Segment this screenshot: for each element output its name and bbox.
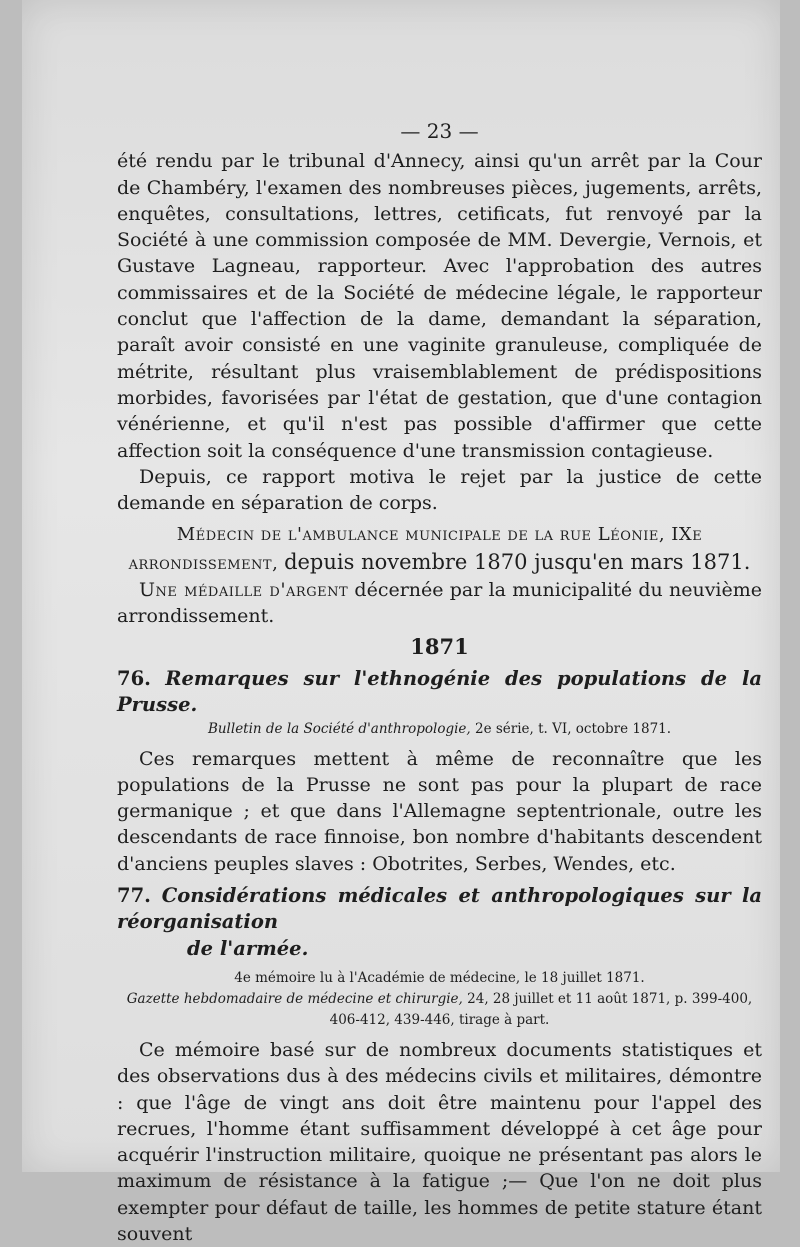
ambulance-heading — [117, 522, 762, 577]
entry-76-title — [117, 666, 762, 719]
entry-77-body: Ce mémoire basé sur de nombreux documents statistiques et des observations dus à des médecins civils et militaires, démontre : que l'âge de vingt ans doit être maintenu pour l'appel des recrues, l'homme étant suffisamment développé à cet âge pour acquérir l'instruction militaire, quoique ne présentant pas alors le maximum de résistance à la fatigue ;— Que l'on ne doit plus exempter pour défaut de taille, les hommes de petite stature étant souvent — [117, 1038, 762, 1245]
entry-77-source-line1: 4e mémoire lu à l'Académie de médecine, le 18 juillet 1871. — [234, 969, 645, 986]
medal-paragraph — [117, 577, 762, 630]
entry-76-body: Ces remarques mettent à même de reconnaître que les populations de la Prusse ne sont pas pour la plupart de race germanique ; et que dans l'Allemagne septentrionale, outre les descendants de race finnoise, bon nombre d'habitants descendent d'anciens peuples slaves : Obotrites, Serbes, Wendes, etc. — [117, 747, 762, 875]
entry-76-source — [117, 719, 762, 740]
medal-label: Une médaille d'argent — [139, 579, 349, 602]
medal-text: décernée par la municipalité du neuvième arrondissement. — [117, 579, 763, 628]
entry-76-title-text: Remarques sur l'ethnogénie des populations de la Prusse. — [117, 666, 762, 717]
entry-77-title-cont — [117, 936, 762, 962]
ambulance-heading-line2: depuis novembre 1870 jusqu'en mars 1871. — [284, 549, 751, 574]
year-heading: 1871 — [410, 633, 469, 659]
paragraph-depuis: Depuis, ce rapport motiva le rejet par la justice de cette demande en séparation de corps. — [117, 465, 762, 515]
entry-77-title-line2: de l'armée. — [187, 936, 309, 960]
entry-77-source-details: 24, 28 juillet et 11 août 1871, p. 399-400, — [467, 990, 753, 1007]
entry-76-number: 76. — [117, 666, 151, 690]
page-number: — 23 — — [400, 119, 479, 143]
entry-77-source-journal: Gazette hebdomadaire de médecine et chirurgie, — [126, 990, 463, 1007]
ambulance-heading-line1: Médecin de l'ambulance municipale de la rue Léonie, IXe arrondissement, — [128, 524, 703, 574]
entry-77-number: 77. — [117, 884, 151, 908]
entry-77-source-line3: 406-412, 439-446, tirage à part. — [329, 1011, 550, 1028]
entry-77-source-line2 — [117, 989, 762, 1010]
entry-76-source-journal: Bulletin de la Société d'anthropologie, — [207, 720, 471, 737]
entry-76-source-details: 2e série, t. VI, octobre 1871. — [474, 720, 672, 737]
paragraph-commission: été rendu par le tribunal d'Annecy, ainsi qu'un arrêt par la Cour de Chambéry, l'examen des nombreuses pièces, jugements, arrêts, enquêtes, consultations, lettres, cetificats, fut renvoyé par la Société à une commission composée de MM. Devergie, Vernois, et Gustave Lagneau, rapporteur. Avec l'approbation des autres commissaires et de la Société de médecine légale, le rapporteur conclut que l'affection de la dame, demandant la séparation, paraît avoir consisté en une vaginite granuleuse, compliquée de métrite, résultant plus vraisemblablement de prédispositions morbides, favorisées par l'état de gestation, que d'une contagion vénérienne, et qu'il n'est pas possible d'affirmer que cette affection soit la conséquence d'une transmission contagieuse. — [117, 150, 762, 462]
page-text — [117, 118, 762, 1247]
entry-77-title-line1: Considérations médicales et anthropologiques sur la réorganisation — [117, 884, 762, 934]
document-page — [22, 0, 780, 1245]
entry-77-title — [117, 883, 762, 936]
